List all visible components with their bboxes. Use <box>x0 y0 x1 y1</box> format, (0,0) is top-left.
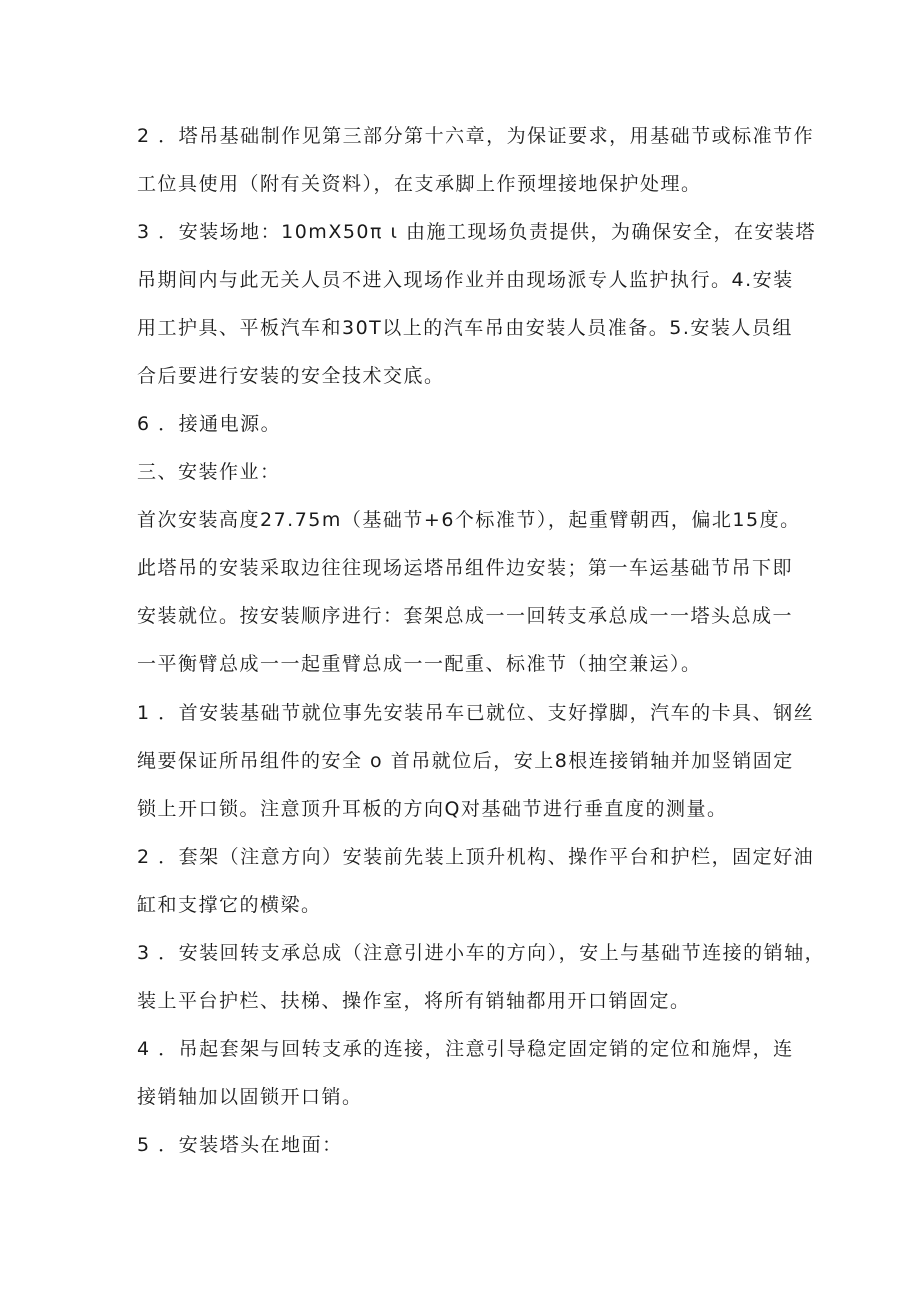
text-line: 一平衡臂总成一一起重臂总成一一配重、标准节（抽空兼运）。 <box>137 653 702 675</box>
section-heading: 三、安装作业： <box>137 461 281 483</box>
text-line: 合后要进行安装的安全技术交底。 <box>137 365 445 387</box>
text-line: 安装就位。按安装顺序进行：套架总成一一回转支承总成一一塔头总成一 <box>137 605 794 627</box>
text-line: 3 ．安装场地：10mX50π ι 由施工现场负责提供，为确保安全，在安装塔 <box>137 221 816 243</box>
text-line: 绳要保证所吊组件的安全 o 首吊就位后，安上8根连接销轴并加竖销固定 <box>137 750 794 772</box>
text-line: 吊期间内与此无关人员不进入现场作业并由现场派专人监护执行。4.安装 <box>137 269 794 291</box>
text-line: 1 ．首安装基础节就位事先安装吊车已就位、支好撑脚，汽车的卡具、钢丝 <box>137 702 815 724</box>
text-line: 4 ．吊起套架与回转支承的连接，注意引导稳定固定销的定位和施焊，连 <box>137 1038 794 1060</box>
text-line: 3 ．安装回转支承总成（注意引进小车的方向），安上与基础节连接的销轴， <box>137 942 826 964</box>
text-line: 锁上开口锁。注意顶升耳板的方向Q对基础节进行垂直度的测量。 <box>137 798 728 820</box>
text-line: 5 ．安装塔头在地面： <box>137 1134 343 1156</box>
text-line: 2 ．套架（注意方向）安装前先装上顶升机构、操作平台和护栏，固定好油 <box>137 846 815 868</box>
text-line: 工位具使用（附有关资料），在支承脚上作预埋接地保护处理。 <box>137 173 702 195</box>
text-line: 2 ．塔吊基础制作见第三部分第十六章，为保证要求，用基础节或标准节作 <box>137 125 815 147</box>
text-line: 接销轴加以固锁开口销。 <box>137 1086 363 1108</box>
text-line: 此塔吊的安装采取边往往现场运塔吊组件边安装；第一车运基础节吊下即 <box>137 557 794 579</box>
text-line: 用工护具、平板汽车和30T以上的汽车吊由安装人员准备。5.安装人员组 <box>137 317 793 339</box>
text-line: 装上平台护栏、扶梯、操作室，将所有销轴都用开口销固定。 <box>137 990 691 1012</box>
text-line: 6 ．接通电源。 <box>137 413 282 435</box>
text-line: 首次安装高度27.75m（基础节+6个标准节），起重臂朝西，偏北15度。 <box>137 509 801 531</box>
text-line: 缸和支撑它的横梁。 <box>137 894 322 916</box>
